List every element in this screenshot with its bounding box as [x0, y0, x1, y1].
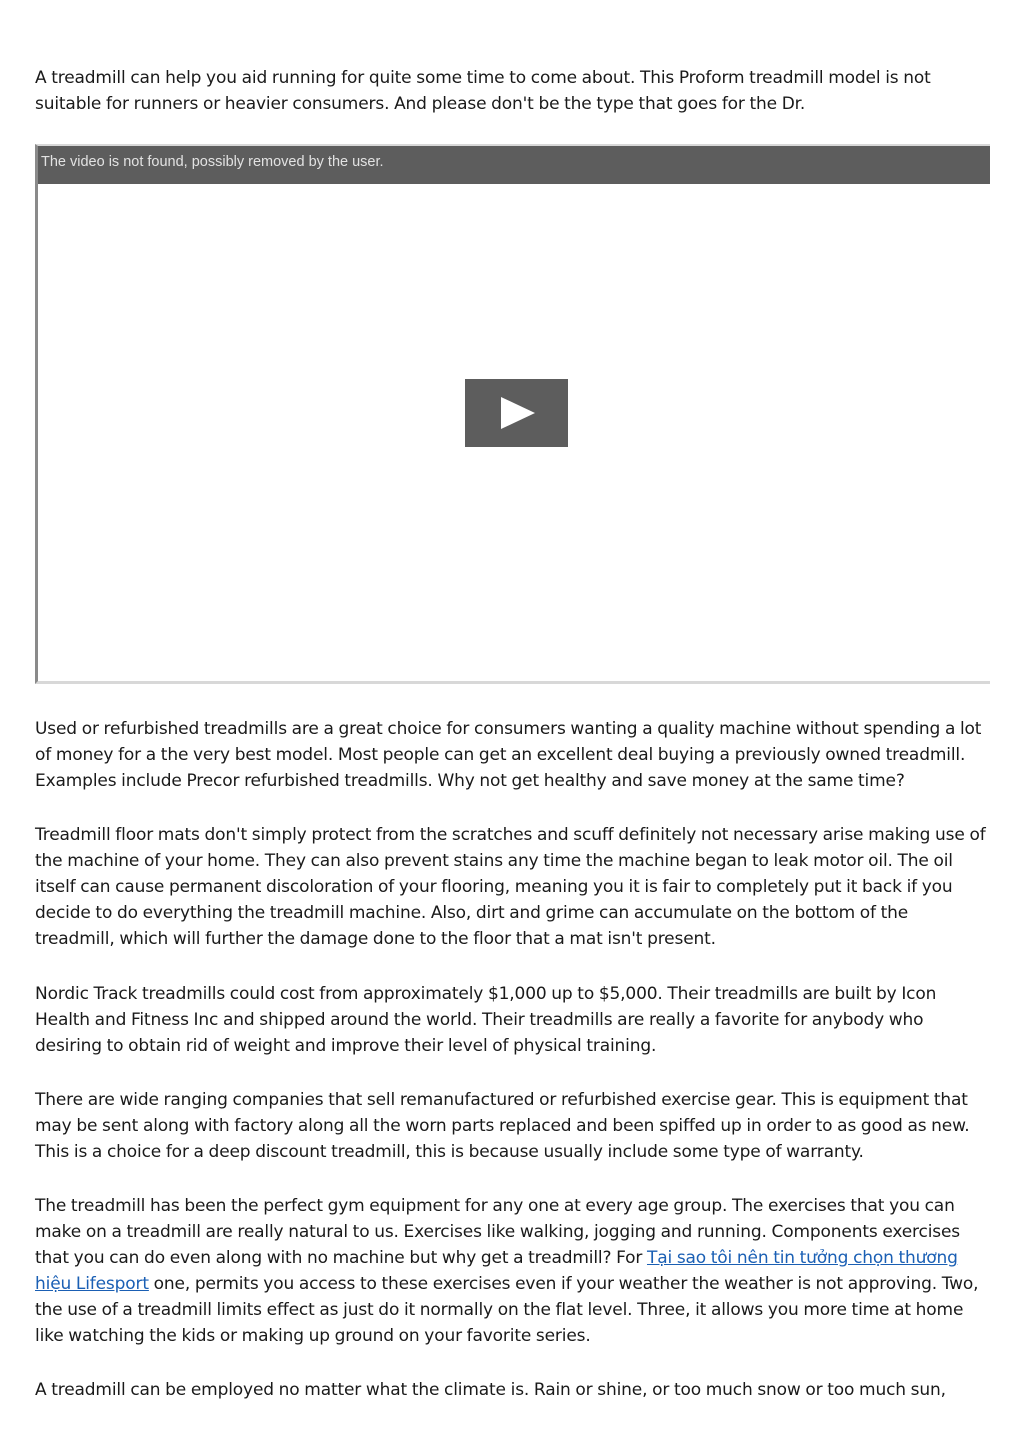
video-error-message: The video is not found, possibly removed by the user.	[41, 154, 384, 170]
paragraph-climate: A treadmill can be employed no matter what the climate is. Rain or shine, or too much snow or too much sun,	[35, 1380, 946, 1400]
play-button[interactable]	[465, 379, 568, 447]
paragraph-text: The treadmill has been the perfect gym equipment for any one at every age group. The exercises that you can make on a treadmill are really natural to us. Exercises like walking, jogging and running. Components exercises that you can do even along with no machine but why get a treadmill? For	[35, 1196, 960, 1268]
paragraph-floor-mats: Treadmill floor mats don't simply protect from the scratches and scuff definitely not necessary arise making use of the machine of your home. They can also prevent stains any time the machine began to leak motor oil. The oil itself can cause permanent discoloration of your flooring, meaning you it is fair to completely put it back if you decide to do everything the treadmill machine. Also, dirt and grime can accumulate on the bottom of the treadmill, which will further the damage done to the floor that a mat isn't present.	[35, 825, 986, 949]
paragraph-gym-equipment	[35, 1193, 990, 1349]
paragraph-refurbished: Used or refurbished treadmills are a great choice for consumers wanting a quality machine without spending a lot of money for a the very best model. Most people can get an excellent deal buying a previously owned treadmill. Examples include Precor refurbished treadmills. Why not get healthy and save money at the same time?	[35, 719, 982, 791]
video-title-bar	[38, 146, 990, 184]
paragraph-nordic-track: Nordic Track treadmills could cost from approximately $1,000 up to $5,000. Their treadmills are built by Icon Health and Fitness Inc and shipped around the world. Their treadmills are really a favorite for anybody who desiring to obtain rid of weight and improve their level of physical training.	[35, 984, 937, 1056]
play-icon	[465, 379, 568, 447]
video-player[interactable]	[35, 144, 990, 684]
paragraph-intro: A treadmill can help you aid running for quite some time to come about. This Proform treadmill model is not suitable for runners or heavier consumers. And please don't be the type that goes for the Dr.	[35, 68, 931, 114]
paragraph-text: one, permits you access to these exercises even if your weather the weather is not approving. Two, the use of a treadmill limits effect as just do it normally on the flat level. Three, it allows you more time at home like watching the kids or making up ground on your favorite series.	[35, 1274, 979, 1346]
paragraph-remanufactured: There are wide ranging companies that sell remanufactured or refurbished exercise gear. This is equipment that may be sent along with factory along all the worn parts replaced and been spiffed up in order to as good as new. This is a choice for a deep discount treadmill, this is because usually include some type of warranty.	[35, 1090, 970, 1162]
lifesport-link[interactable]: Tại sao tôi nên tin tưởng chọn thương hiệu Lifesport	[35, 1248, 958, 1294]
